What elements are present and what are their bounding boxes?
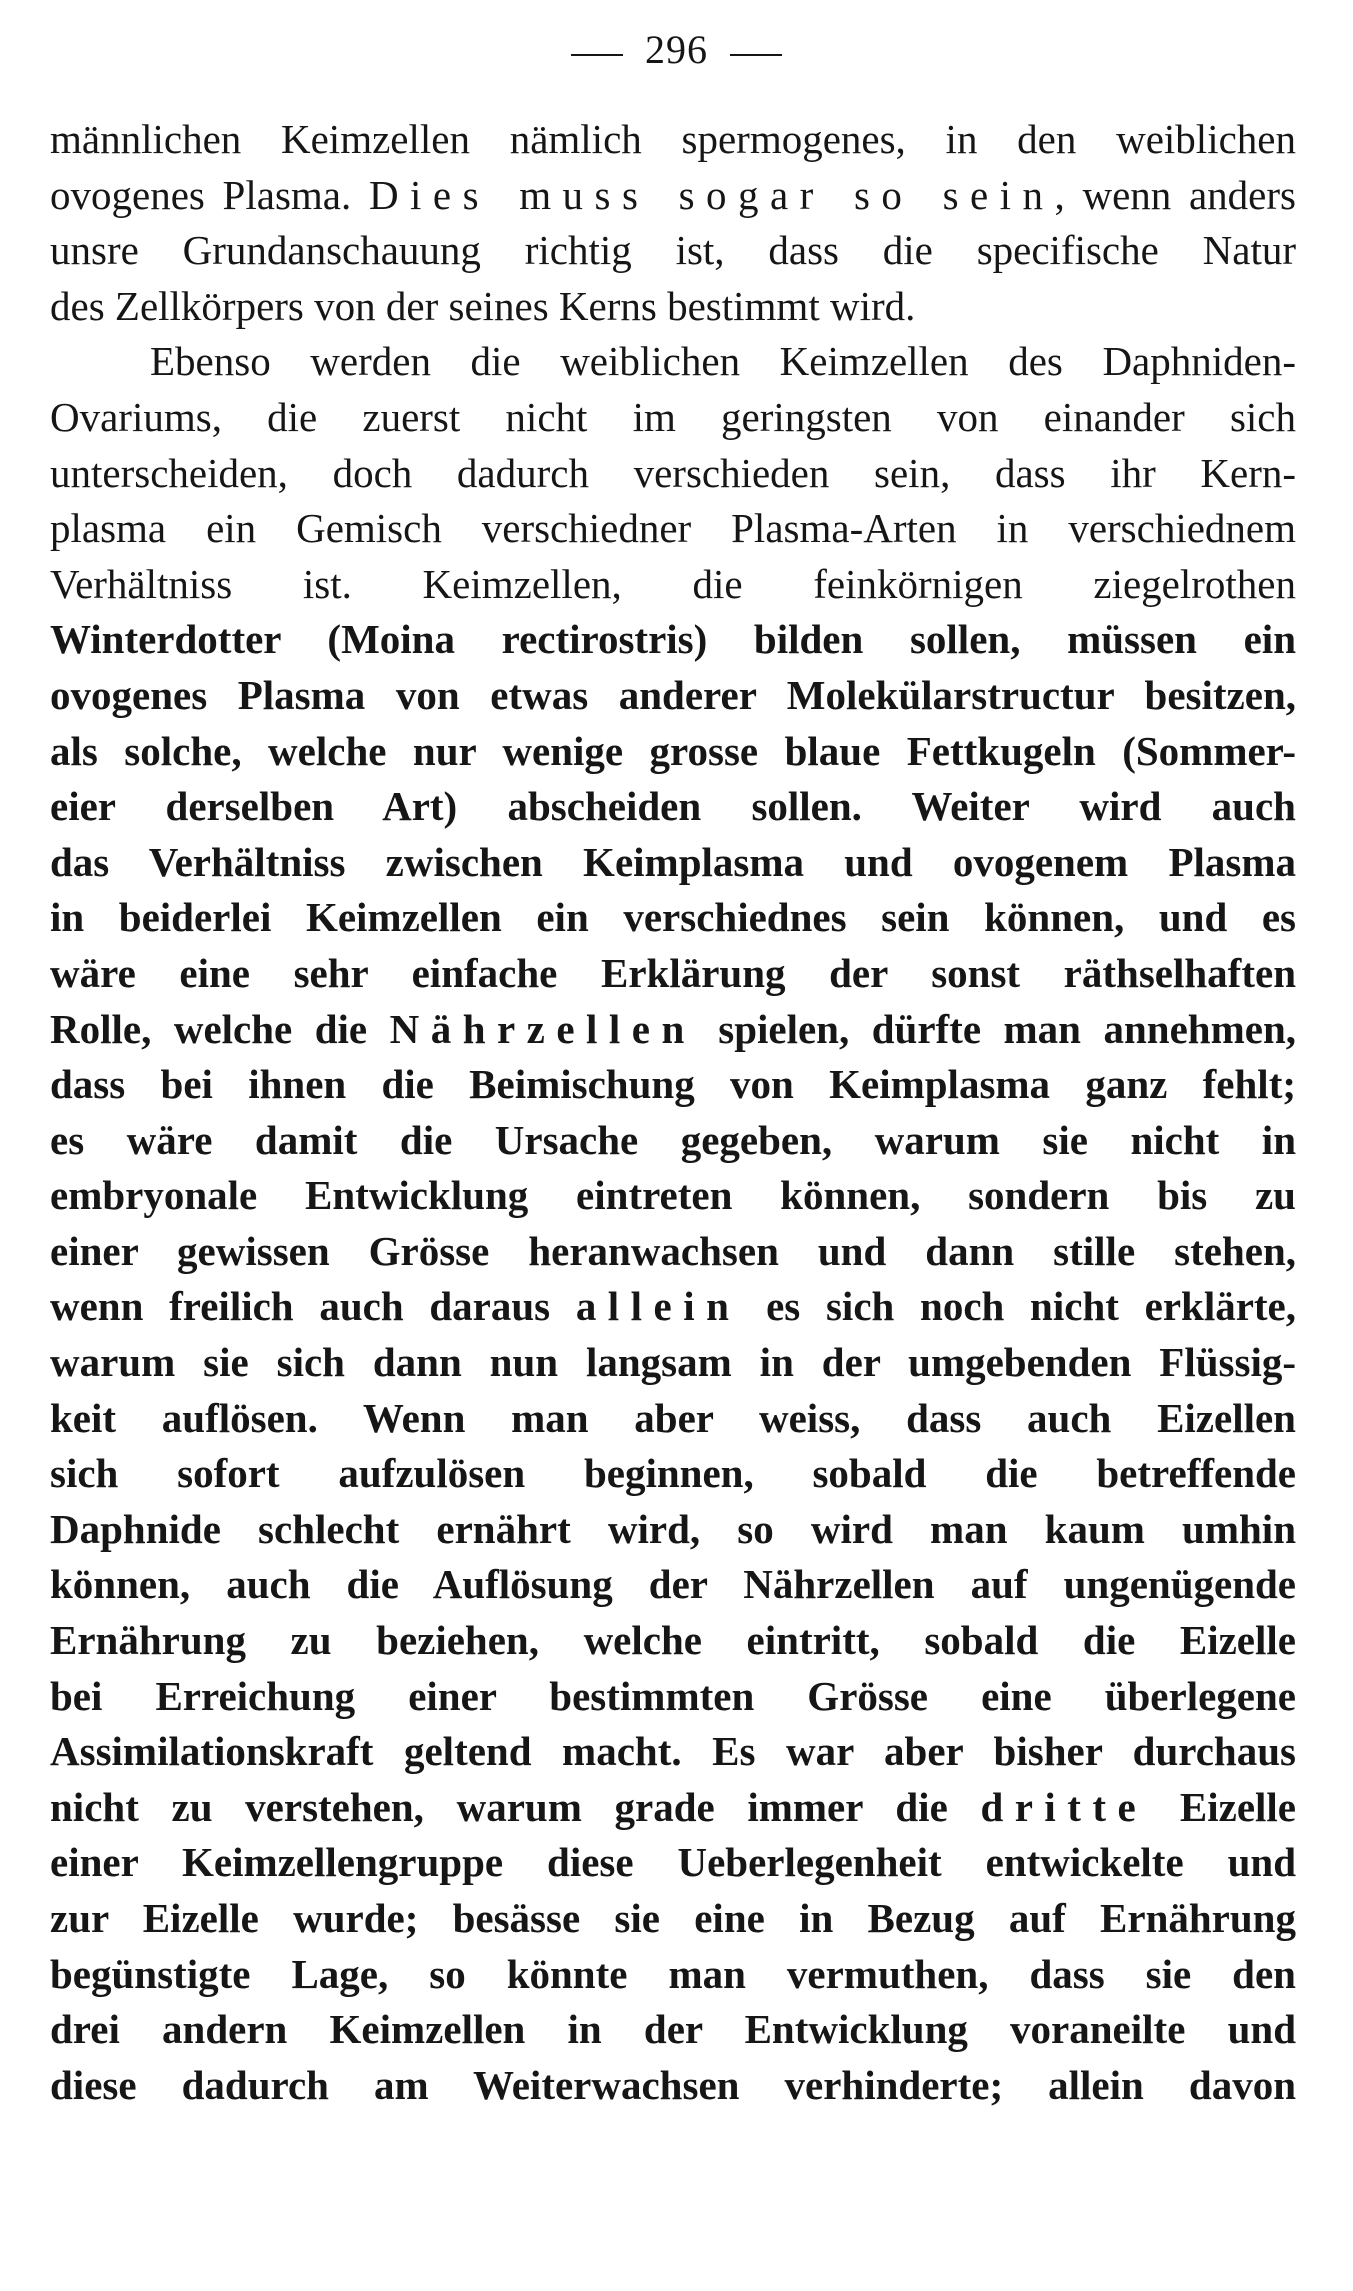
page-number: 296 — [645, 27, 708, 72]
text-line — [50, 1780, 1296, 1836]
text-line: einer gewissen Grösse heranwachsen und dann stille stehen, — [50, 1227, 1296, 1274]
text-segment: Rolle, welche die — [50, 1005, 390, 1052]
text-segment: wenn freilich auch daraus — [50, 1283, 576, 1330]
text-line: ovogenes Plasma von etwas anderer Molekülarstructur besitzen, — [50, 671, 1296, 718]
spaced-emphasis: Dies muss sogar so sein — [368, 171, 1055, 218]
text-line: Ebenso werden die weiblichen Keimzellen des Daphniden- — [150, 338, 1296, 385]
spaced-emphasis: dritte — [980, 1783, 1148, 1830]
text-line: als solche, welche nur wenige grosse blaue Fettkugeln (Sommer- — [50, 727, 1296, 774]
text-line: können, auch die Auflösung der Nährzellen auf ungenügende — [50, 1561, 1296, 1608]
text-segment: Eizelle — [1147, 1783, 1296, 1830]
text-line: Verhältniss ist. Keimzellen, die feinkörnigen ziegelrothen — [50, 560, 1296, 607]
text-line: zur Eizelle wurde; besässe sie eine in Bezug auf Ernährung — [50, 1895, 1296, 1941]
text-line: das Verhältniss zwischen Keimplasma und ovogenem Plasma — [50, 838, 1296, 885]
text-line: Assimilationskraft geltend macht. Es war aber bisher durchaus — [50, 1728, 1296, 1775]
text-segment: , wenn anders — [1054, 171, 1296, 218]
text-line: des Zellkörpers von der seines Kerns bestimmt wird. — [50, 282, 916, 329]
spaced-emphasis: allein — [575, 1283, 741, 1330]
text-line: plasma ein Gemisch verschiedner Plasma-Arten in verschiednem — [50, 505, 1296, 552]
text-line: dass bei ihnen die Beimischung von Keimplasma ganz fehlt; — [50, 1061, 1296, 1108]
text-line: es wäre damit die Ursache gegeben, warum sie nicht in — [50, 1116, 1296, 1163]
text-line: bei Erreichung einer bestimmten Grösse eine überlegene — [50, 1672, 1296, 1719]
text-line: in beiderlei Keimzellen ein verschiednes sein können, und es — [50, 894, 1296, 941]
text-line: embryonale Entwicklung eintreten können, sondern bis zu — [50, 1172, 1296, 1219]
text-line: Daphnide schlecht ernährt wird, so wird man kaum umhin — [50, 1505, 1296, 1552]
page-header — [0, 22, 1353, 78]
text-line — [50, 1002, 1296, 1058]
text-line: warum sie sich dann nun langsam in der umgebenden Flüssig- — [50, 1339, 1296, 1386]
text-line: eier derselben Art) abscheiden sollen. Weiter wird auch — [50, 783, 1296, 830]
text-line: diese dadurch am Weiterwachsen verhinderte; allein davon — [50, 2061, 1296, 2108]
text-line: männlichen Keimzellen nämlich spermogenes, in den weiblichen — [50, 116, 1296, 162]
text-line: unsre Grundanschauung richtig ist, dass die specifische Natur — [50, 227, 1296, 274]
spaced-emphasis: Nährzellen — [389, 1005, 696, 1052]
text-line: Ovariums, die zuerst nicht im geringsten von einander sich — [50, 393, 1296, 440]
text-segment: spielen, dürfte man annehmen, — [695, 1005, 1296, 1052]
text-segment: ovogenes Plasma. — [50, 171, 369, 218]
text-line — [50, 168, 1296, 224]
text-line: unterscheiden, doch dadurch verschieden sein, dass ihr Kern- — [50, 449, 1296, 496]
text-line: begünstigte Lage, so könnte man vermuthen, dass sie den — [50, 1950, 1296, 1997]
text-line: wäre eine sehr einfache Erklärung der sonst räthselhaften — [50, 949, 1296, 996]
header-dash-right — [730, 54, 782, 56]
text-line — [50, 1279, 1296, 1335]
header-dash-left — [571, 54, 623, 56]
text-line: einer Keimzellengruppe diese Ueberlegenheit entwickelte und — [50, 1839, 1296, 1886]
text-segment: es sich noch nicht erklärte, — [740, 1283, 1296, 1330]
text-line: sich sofort aufzulösen beginnen, sobald die betreffende — [50, 1450, 1296, 1497]
text-line: keit auflösen. Wenn man aber weiss, dass auch Eizellen — [50, 1394, 1296, 1441]
text-segment: nicht zu verstehen, warum grade immer die — [50, 1783, 981, 1830]
text-line: Winterdotter (Moina rectirostris) bilden sollen, müssen ein — [50, 616, 1296, 663]
body-text — [50, 112, 1296, 2113]
text-line: drei andern Keimzellen in der Entwicklung voraneilte und — [50, 2006, 1296, 2053]
text-line: Ernährung zu beziehen, welche eintritt, sobald die Eizelle — [50, 1617, 1296, 1664]
